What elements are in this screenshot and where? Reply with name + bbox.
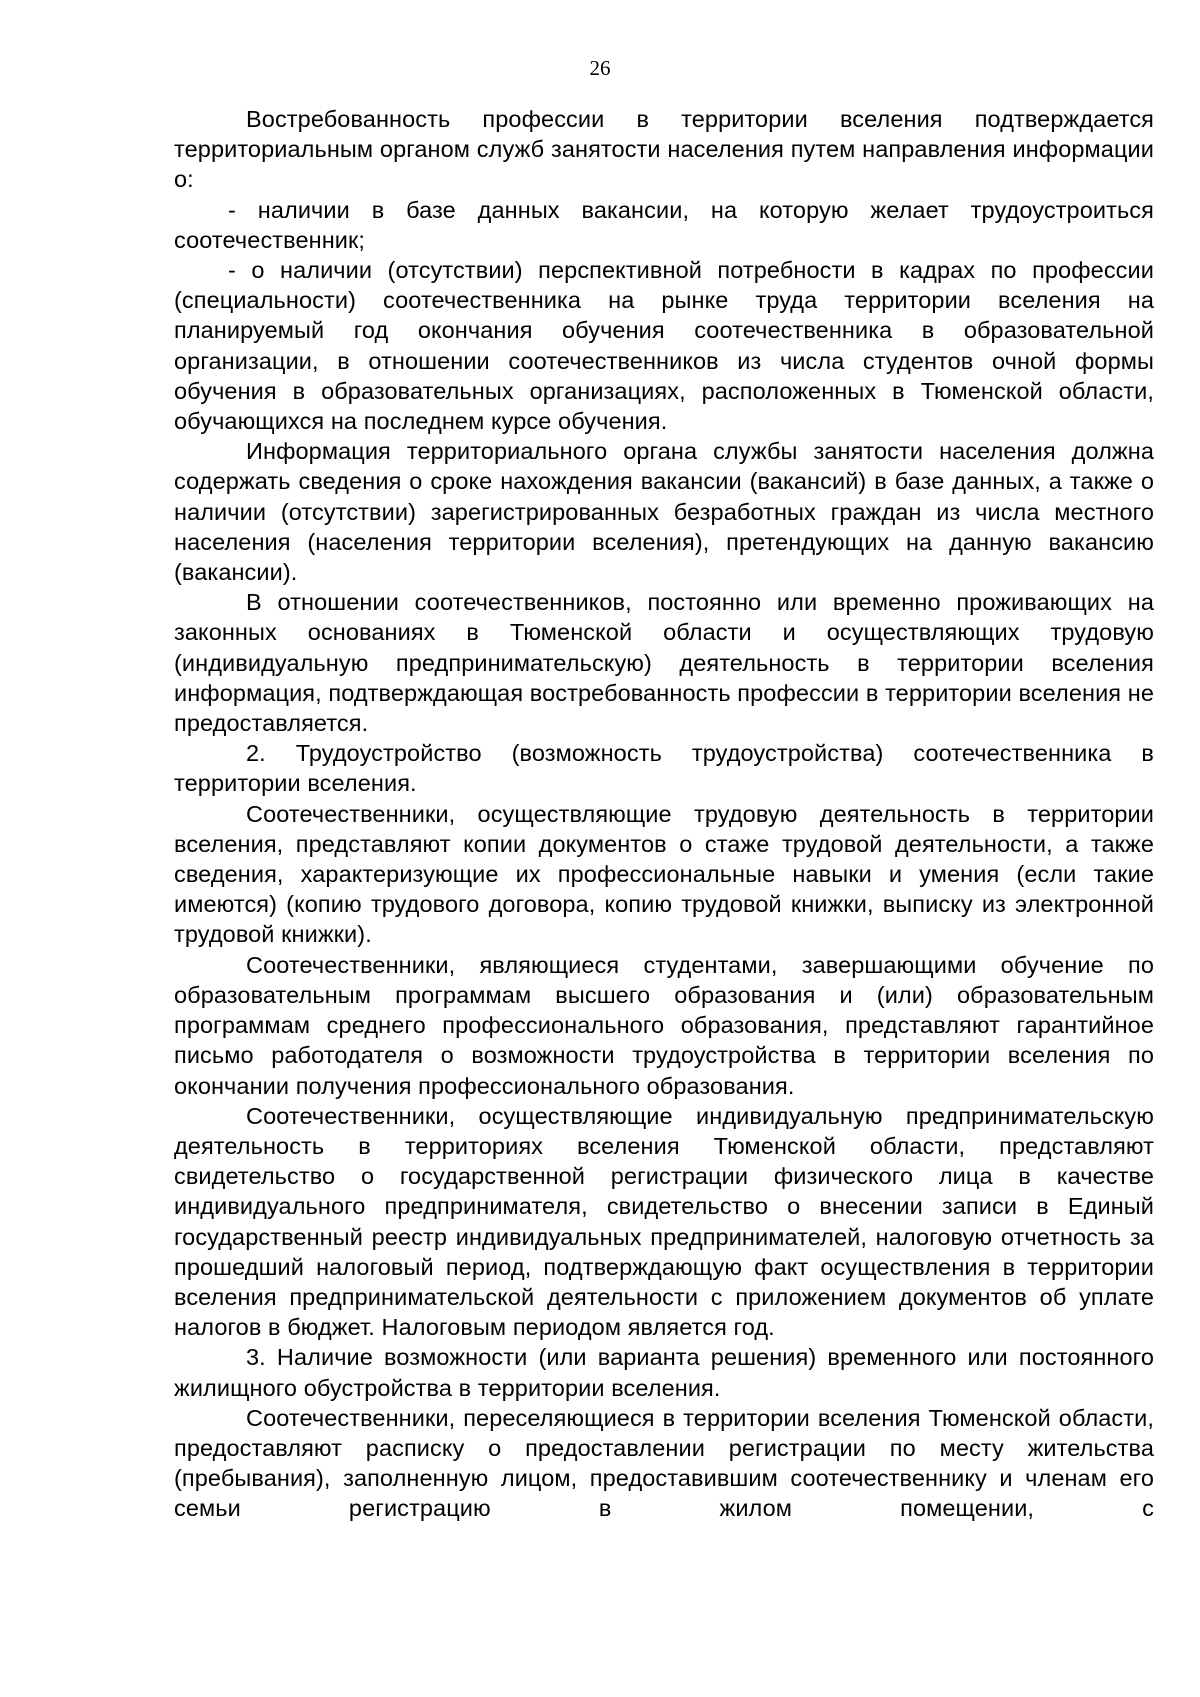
document-body <box>174 104 1154 1524</box>
paragraph-residents-exemption: В отношении соотечественников, постоянно или временно проживающих на законных основаниях в Тюменской области и осуществляющих трудовую (индивидуальную предпринимательскую) деятельность в территории вселения информация, подтверждающая востребованность профессии в территории вселения не предоставляется. <box>174 589 1154 737</box>
list-item-vacancy-in-database: - наличии в базе данных вакансии, на которую желает трудоустроиться соотечественник; <box>174 196 1154 253</box>
page-number: 26 <box>589 56 611 80</box>
list-item-staffing-need: - о наличии (отсутствии) перспективной потребности в кадрах по профессии (специальности) соотечественника на рынке труда территории вселения на планируемый год окончания обучения соотечественника в образовательной организации, в отношении соотечественников из числа студентов очной формы обучения в образовательных организациях, расположенных в Тюменской области, обучающихся на последнем курсе обучения. <box>174 257 1154 435</box>
paragraph-student-compatriots: Соотечественники, являющиеся студентами, завершающими обучение по образовательным программам высшего образования и (или) образовательным программам среднего профессионального образования, представляют гарантийное письмо работодателя о возможности трудоустройства в территории вселения по окончании получения профессионального образования. <box>174 951 1154 1099</box>
paragraph-employed-compatriots: Соотечественники, осуществляющие трудовую деятельность в территории вселения, представляют копии документов о стаже трудовой деятельности, а также сведения, характеризующие их профессиональные навыки и умения (если такие имеются) (копию трудового договора, копию трудовой книжки, выписку из электронной трудовой книжки). <box>174 800 1154 948</box>
paragraph-entrepreneur-compatriots: Соотечественники, осуществляющие индивидуальную предпринимательскую деятельность в территориях вселения Тюменской области, представляют свидетельство о государственной регистрации физического лица в качестве индивидуального предпринимателя, свидетельство о внесении записи в Единый государственный реестр индивидуальных предпринимателей, налоговую отчетность за прошедший налоговый период, подтверждающую факт осуществления в территории вселения предпринимательской деятельности с приложением документов об уплате налогов в бюджет. Налоговым периодом является год. <box>174 1102 1154 1341</box>
section-heading-housing: 3. Наличие возможности (или варианта решения) временного или постоянного жилищного обустройства в территории вселения. <box>174 1344 1154 1401</box>
paragraph-demand-confirmation: Востребованность профессии в территории вселения подтверждается территориальным органом служб занятости населения путем направления информации о: <box>174 106 1154 193</box>
section-heading-employment: 2. Трудоустройство (возможность трудоустройства) соотечественника в территории вселения. <box>174 740 1154 797</box>
paragraph-housing-registration: Соотечественники, переселяющиеся в территории вселения Тюменской области, предоставляют расписку о предоставлении регистрации по месту жительства (пребывания), заполненную лицом, предоставившим соотечественнику и членам его семьи регистрацию в жилом помещении, с <box>174 1404 1154 1522</box>
paragraph-employment-service-info: Информация территориального органа службы занятости населения должна содержать сведения о сроке нахождения вакансии (вакансий) в базе данных, а также о наличии (отсутствии) зарегистрированных безработных граждан из числа местного населения (населения территории вселения), претендующих на данную вакансию (вакансии). <box>174 438 1154 586</box>
